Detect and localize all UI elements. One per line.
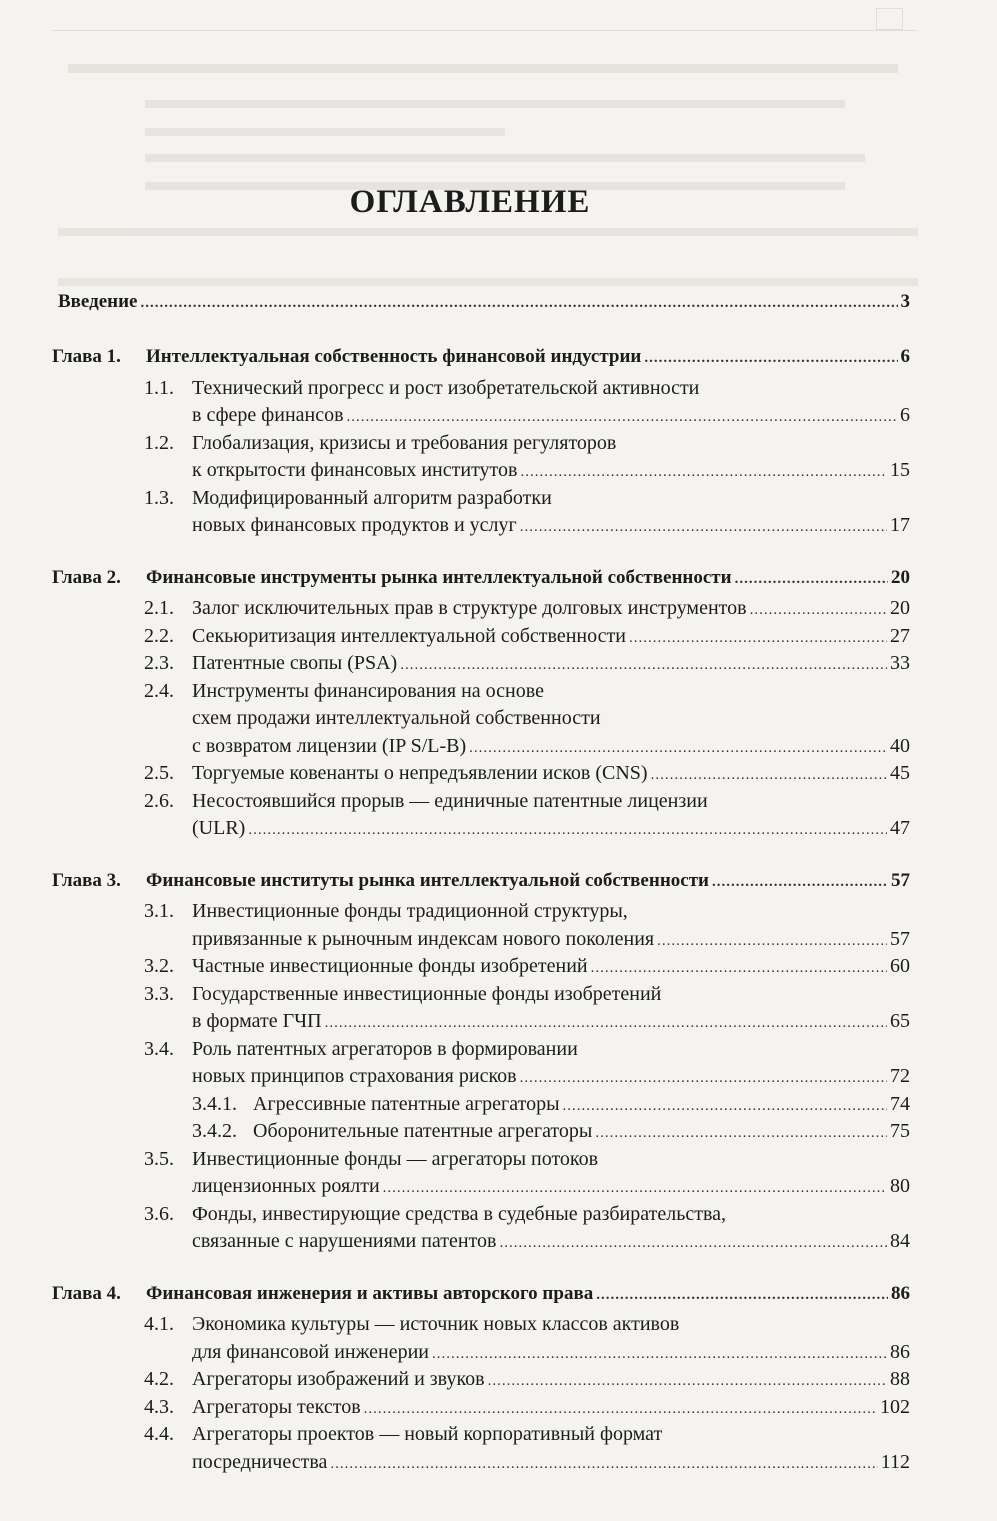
toc-section-text: к открытости финансовых институтов bbox=[192, 459, 518, 481]
page-number: 102 bbox=[880, 1395, 910, 1418]
toc-section-text: лицензионных роялти bbox=[192, 1175, 380, 1197]
section-number: 4.2. bbox=[144, 1368, 174, 1390]
section-number: 3.5. bbox=[144, 1147, 174, 1170]
page-number: 72 bbox=[890, 1065, 910, 1087]
section-number: 2.3. bbox=[144, 652, 174, 674]
dot-leader bbox=[712, 869, 888, 896]
page-number: 57 bbox=[891, 869, 910, 891]
toc-section-line: Модифицированный алгоритм разработки bbox=[192, 486, 552, 509]
toc-section-text: Агрессивные патентные агрегаторы bbox=[253, 1092, 560, 1115]
section-number: 4.3. bbox=[144, 1395, 174, 1418]
toc-section-text: новых финансовых продуктов и услуг bbox=[192, 514, 517, 536]
toc-section-text: Патентные свопы (PSA) bbox=[192, 652, 398, 674]
toc-chapter bbox=[146, 343, 910, 372]
toc-section bbox=[192, 926, 910, 955]
toc-section bbox=[192, 512, 910, 541]
toc-section-text: с возвратом лицензии (IP S/L-B) bbox=[192, 734, 467, 757]
page-number: 112 bbox=[880, 1450, 910, 1473]
toc-section bbox=[192, 402, 910, 431]
toc-section-line: Глобализация, кризисы и требования регуляторов bbox=[192, 431, 617, 454]
chapter-number: Глава 4. bbox=[52, 1282, 121, 1304]
dot-leader bbox=[750, 597, 887, 624]
dot-leader bbox=[141, 290, 898, 317]
toc-section-text: для финансовой инженерии bbox=[192, 1340, 430, 1363]
toc-section-line: Экономика культуры — источник новых классов активов bbox=[192, 1313, 680, 1335]
section-number: 2.5. bbox=[144, 762, 174, 784]
toc-chapter-text: Финансовые инструменты рынка интеллектуальной собственности bbox=[146, 566, 732, 588]
dot-leader bbox=[432, 1341, 887, 1368]
toc-section-line: Инструменты финансирования на основе bbox=[192, 679, 544, 702]
dot-leader bbox=[248, 817, 887, 844]
page-number: 47 bbox=[890, 817, 910, 839]
dot-leader bbox=[364, 1396, 877, 1423]
section-number: 4.1. bbox=[144, 1313, 174, 1335]
toc-section bbox=[192, 650, 910, 679]
toc-section-text: в формате ГЧП bbox=[192, 1010, 322, 1032]
page-number: 40 bbox=[890, 734, 910, 757]
toc-section-text: Агрегаторы изображений и звуков bbox=[192, 1368, 485, 1390]
toc-section-line: Инвестиционные фонды — агрегаторы потоков bbox=[192, 1147, 599, 1170]
toc-section-text: посредничества bbox=[192, 1450, 328, 1473]
chapter-number: Глава 2. bbox=[52, 566, 121, 588]
toc-section-line: Государственные инвестиционные фонды изобретений bbox=[192, 982, 662, 1005]
toc-section bbox=[192, 457, 910, 486]
section-number: 2.1. bbox=[144, 597, 174, 619]
toc-section-text: привязанные к рыночным индексам нового поколения bbox=[192, 927, 655, 950]
page-number: 75 bbox=[890, 1120, 910, 1142]
toc-section-line: Инвестиционные фонды традиционной структуры, bbox=[192, 900, 628, 922]
toc-section bbox=[192, 1339, 910, 1368]
toc-chapter bbox=[146, 564, 910, 593]
toc-intro-text: Введение bbox=[58, 291, 138, 312]
dot-leader bbox=[520, 514, 887, 541]
dot-leader bbox=[644, 345, 897, 372]
dot-leader bbox=[595, 1120, 887, 1147]
toc-intro bbox=[58, 288, 910, 317]
toc-section bbox=[192, 953, 910, 982]
toc-section-text: новых принципов страхования рисков bbox=[192, 1065, 517, 1087]
dot-leader bbox=[596, 1282, 888, 1309]
toc-section bbox=[192, 1173, 910, 1202]
page-number: 86 bbox=[891, 1282, 910, 1304]
section-number: 3.4.1. bbox=[192, 1092, 237, 1115]
dot-leader bbox=[469, 735, 887, 762]
dot-leader bbox=[651, 762, 887, 789]
page-number: 65 bbox=[890, 1010, 910, 1032]
toc-chapter bbox=[146, 1280, 910, 1309]
toc-section bbox=[192, 815, 910, 844]
chapter-number: Глава 3. bbox=[52, 869, 121, 891]
toc-section-line: Несостоявшийся прорыв — единичные патентные лицензии bbox=[192, 789, 708, 812]
section-number: 2.6. bbox=[144, 789, 174, 812]
dot-leader bbox=[563, 1093, 887, 1120]
section-number: 3.4.2. bbox=[192, 1120, 237, 1142]
toc-section bbox=[192, 760, 910, 789]
chapter-number: Глава 1. bbox=[52, 346, 121, 367]
dot-leader bbox=[629, 625, 887, 652]
toc-chapter-text: Интеллектуальная собственность финансовой индустрии bbox=[146, 346, 642, 367]
toc-section bbox=[192, 1394, 910, 1423]
dot-leader bbox=[591, 955, 887, 982]
dot-leader bbox=[520, 459, 887, 486]
page-number: 60 bbox=[890, 955, 910, 977]
toc-section bbox=[192, 1449, 910, 1478]
dot-leader bbox=[520, 1065, 887, 1092]
toc-section-text: (ULR) bbox=[192, 817, 246, 839]
dot-leader bbox=[735, 566, 888, 593]
page-number: 86 bbox=[890, 1340, 910, 1363]
toc-section-text: Агрегаторы текстов bbox=[192, 1395, 361, 1418]
page-number: 57 bbox=[890, 927, 910, 950]
toc-section-text: связанные с нарушениями патентов bbox=[192, 1230, 497, 1252]
page-number: 20 bbox=[891, 566, 910, 588]
dot-leader bbox=[500, 1230, 888, 1257]
toc-section bbox=[253, 1091, 910, 1120]
section-number: 3.3. bbox=[144, 982, 174, 1005]
section-number: 1.3. bbox=[144, 486, 174, 509]
toc-chapter bbox=[146, 867, 910, 896]
toc-section-text: Торгуемые ковенанты о непредъявлении исков (CNS) bbox=[192, 762, 648, 784]
page-number: 27 bbox=[890, 624, 910, 647]
toc-section bbox=[192, 1008, 910, 1037]
toc-section-line: Технический прогресс и рост изобретательской активности bbox=[192, 376, 700, 399]
toc-section-text: Частные инвестиционные фонды изобретений bbox=[192, 955, 588, 977]
toc-section bbox=[253, 1118, 910, 1147]
page-number: 45 bbox=[890, 762, 910, 784]
page-number: 15 bbox=[890, 459, 910, 481]
toc-chapter-text: Финансовые институты рынка интеллектуальной собственности bbox=[146, 869, 709, 891]
toc-section-text: Секьюритизация интеллектуальной собственности bbox=[192, 624, 626, 647]
toc-section-line: схем продажи интеллектуальной собственности bbox=[192, 707, 601, 729]
section-number: 3.1. bbox=[144, 900, 174, 922]
section-number: 1.1. bbox=[144, 376, 174, 399]
section-number: 3.2. bbox=[144, 955, 174, 977]
toc-section bbox=[192, 1228, 910, 1257]
dot-leader bbox=[400, 652, 887, 679]
bleed-through bbox=[0, 0, 997, 300]
toc-section-line: Фонды, инвестирующие средства в судебные разбирательства, bbox=[192, 1202, 726, 1225]
page-number: 3 bbox=[900, 291, 910, 312]
dot-leader bbox=[657, 928, 887, 955]
toc-section bbox=[192, 623, 910, 652]
toc-section-line: Роль патентных агрегаторов в формировании bbox=[192, 1037, 578, 1060]
toc-section bbox=[192, 733, 910, 762]
page-number: 33 bbox=[890, 652, 910, 674]
dot-leader bbox=[325, 1010, 887, 1037]
section-number: 4.4. bbox=[144, 1423, 174, 1445]
dot-leader bbox=[347, 404, 897, 431]
page-number: 74 bbox=[890, 1092, 910, 1115]
page-number: 6 bbox=[900, 346, 910, 367]
dot-leader bbox=[330, 1451, 877, 1478]
page-number: 80 bbox=[890, 1175, 910, 1197]
section-number: 3.4. bbox=[144, 1037, 174, 1060]
section-number: 1.2. bbox=[144, 431, 174, 454]
toc-section bbox=[192, 1366, 910, 1395]
toc-section-text: в сфере финансов bbox=[192, 404, 344, 426]
toc-chapter-text: Финансовая инженерия и активы авторского права bbox=[146, 1282, 594, 1304]
section-number: 2.2. bbox=[144, 624, 174, 647]
page-number: 88 bbox=[890, 1368, 910, 1390]
page-number: 6 bbox=[900, 404, 910, 426]
section-number: 2.4. bbox=[144, 679, 174, 702]
toc-section-text: Оборонительные патентные агрегаторы bbox=[253, 1120, 593, 1142]
page-number: 17 bbox=[890, 514, 910, 536]
toc-section bbox=[192, 1063, 910, 1092]
page-number: 20 bbox=[890, 597, 910, 619]
toc-section-line: Агрегаторы проектов — новый корпоративный формат bbox=[192, 1423, 663, 1445]
page-number: 84 bbox=[890, 1230, 910, 1252]
toc-section bbox=[192, 595, 910, 624]
section-number: 3.6. bbox=[144, 1202, 174, 1225]
dot-leader bbox=[488, 1368, 887, 1395]
toc-section-text: Залог исключительных прав в структуре долговых инструментов bbox=[192, 597, 747, 619]
page-title: ОГЛАВЛЕНИЕ bbox=[349, 184, 591, 220]
dot-leader bbox=[383, 1175, 887, 1202]
